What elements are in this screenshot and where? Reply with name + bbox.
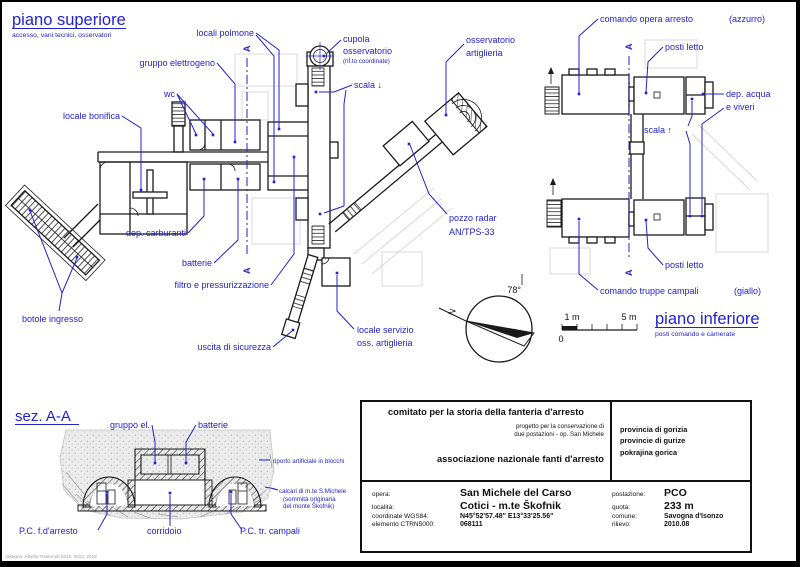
quota-label: quota: [612,504,631,511]
label-osservatorio-artiglieria-2: artiglieria [466,48,503,58]
section-title: sez. A-A [15,408,71,425]
compass-bearing: 78° [507,285,521,295]
scale-1m: 1 m [564,312,580,322]
province-slovenian: pokrajina gorica [620,447,678,457]
label-cupola-note: (rif.to coordinate) [343,58,390,65]
postazione-label: postazione: [612,491,646,498]
label-locale-servizio-1: locale servizio [357,325,414,335]
label-locale-servizio-2: oss. artiglieria [357,338,413,348]
label-comando-truppe: comando truppe campali [600,286,699,296]
coordinate-label: coordinate WGS84: [372,513,429,520]
committee-name: comitato per la storia della fanteria d'arresto [388,407,584,417]
credit-line: disegno: Alberto Pastorutti 2010, 2013, 2018 [6,554,97,559]
label-botole-ingresso: botole ingresso [22,314,84,324]
province-friulian: provincie di gurize [620,436,686,446]
postazione-value: PCO [664,487,687,499]
label-pozzo-radar-1: pozzo radar [449,213,497,223]
section-marker-a-bottom-left: A [242,267,252,274]
comune-label: comune: [612,513,637,520]
section-aa-drawing [15,408,347,536]
lower-plan-title: piano inferiore [655,310,760,328]
label-gruppo-elettrogeno: gruppo elettrogeno [139,58,215,68]
label-comando-truppe-color: (giallo) [734,286,762,296]
upper-plan-labels [12,11,515,352]
label-pc-f-arresto: P.C. f.d'arresto [19,526,78,536]
province-panel [610,402,750,480]
label-corridoio: corridoio [147,526,182,536]
coat-of-arms-space [700,408,748,474]
scale-zero: 0 [558,334,564,344]
compass-north: N [446,307,458,317]
coordinate-value: N45°52'57.48" E13°33'25.56" [460,513,554,520]
committee-panel [362,402,610,480]
label-pozzo-radar-2: AN/TPS-33 [449,227,495,237]
label-calcari-3: del monte Škofnik) [283,503,335,510]
province-names [620,424,700,457]
project-note [486,423,604,440]
elemento-label: elemento CTRN5000: [372,521,435,528]
project-note-line1: progetto per la conservazione di [515,423,604,430]
label-wc: wc [164,89,175,99]
scale-bar [558,312,637,344]
label-calcari-1: calcari di m.te S.Michele [279,488,347,495]
elemento-value: 068111 [460,521,483,528]
label-posti-letto-top: posti letto [665,42,704,52]
label-comando-opera: comando opera arresto [600,14,694,24]
localita-label: località: [372,504,395,511]
label-locali-polmone: locali polmone [196,28,254,38]
label-calcari-2: (sommità originaria [283,496,336,503]
project-note-line2: due postazioni - op. San Michele [514,431,604,439]
opera-value: San Michele del Carso [460,487,572,499]
label-pc-tr-campali: P.C. tr. campali [240,526,300,536]
label-dep-acqua-2: e viveri [726,102,755,112]
label-posti-letto-bottom: posti letto [665,260,704,270]
label-batterie: batterie [181,258,212,268]
table-left-column [362,482,602,551]
association-name: associazione nazionale fanti d'arresto [436,454,604,464]
section-marker-a-top-right: A [624,43,634,50]
label-cupola-2: osservatorio [343,46,393,56]
label-locale-bonifica: locale bonifica [62,111,120,121]
province-italian: provincia di gorizia [620,425,688,435]
label-osservatorio-artiglieria-1: osservatorio [466,35,516,45]
upper-plan-title: piano superiore [12,11,126,29]
label-dep-acqua-1: dep. acqua [726,89,771,99]
section-marker-a-top-left: A [242,45,252,52]
table-right-column [602,482,723,551]
section-marker-a-bottom-right: A [624,269,634,276]
label-riporto: riporto artificiale in blocchi [273,458,345,465]
title-block-table [362,482,750,551]
label-dep-carburanti: dep. carburanti [125,228,186,238]
lower-plan-labels [600,14,771,338]
label-scala-su: scala ↑ [644,125,673,135]
label-comando-opera-color: (azzurro) [729,14,766,24]
quota-value: 233 m [664,500,694,512]
title-block [360,400,752,553]
label-cupola-1: cupola [343,34,370,44]
comune-value: Savogna d'Isonzo [664,513,724,520]
label-sez-gruppo-el: gruppo el. [109,420,150,430]
upper-plan-subtitle: accesso, vani tecnici, osservatori [12,32,112,39]
lower-plan-subtitle: posti comando e camerate [655,331,736,338]
rilievo-value: 2010.08 [664,521,690,528]
scale-5m: 5 m [621,312,637,322]
opera-label: opera: [372,491,391,498]
label-scala-giu: scala ↓ [354,80,383,90]
label-sez-batterie: batterie [198,420,229,430]
label-uscita-sicurezza: uscita di sicurezza [197,342,271,352]
compass-rose [439,274,534,362]
localita-value: Cotici - m.te Škofnik [460,500,561,512]
label-filtro-pressurizzazione: filtro e pressurizzazione [174,280,269,290]
rilievo-label: rilievo: [612,521,631,528]
title-block-top [362,402,750,482]
